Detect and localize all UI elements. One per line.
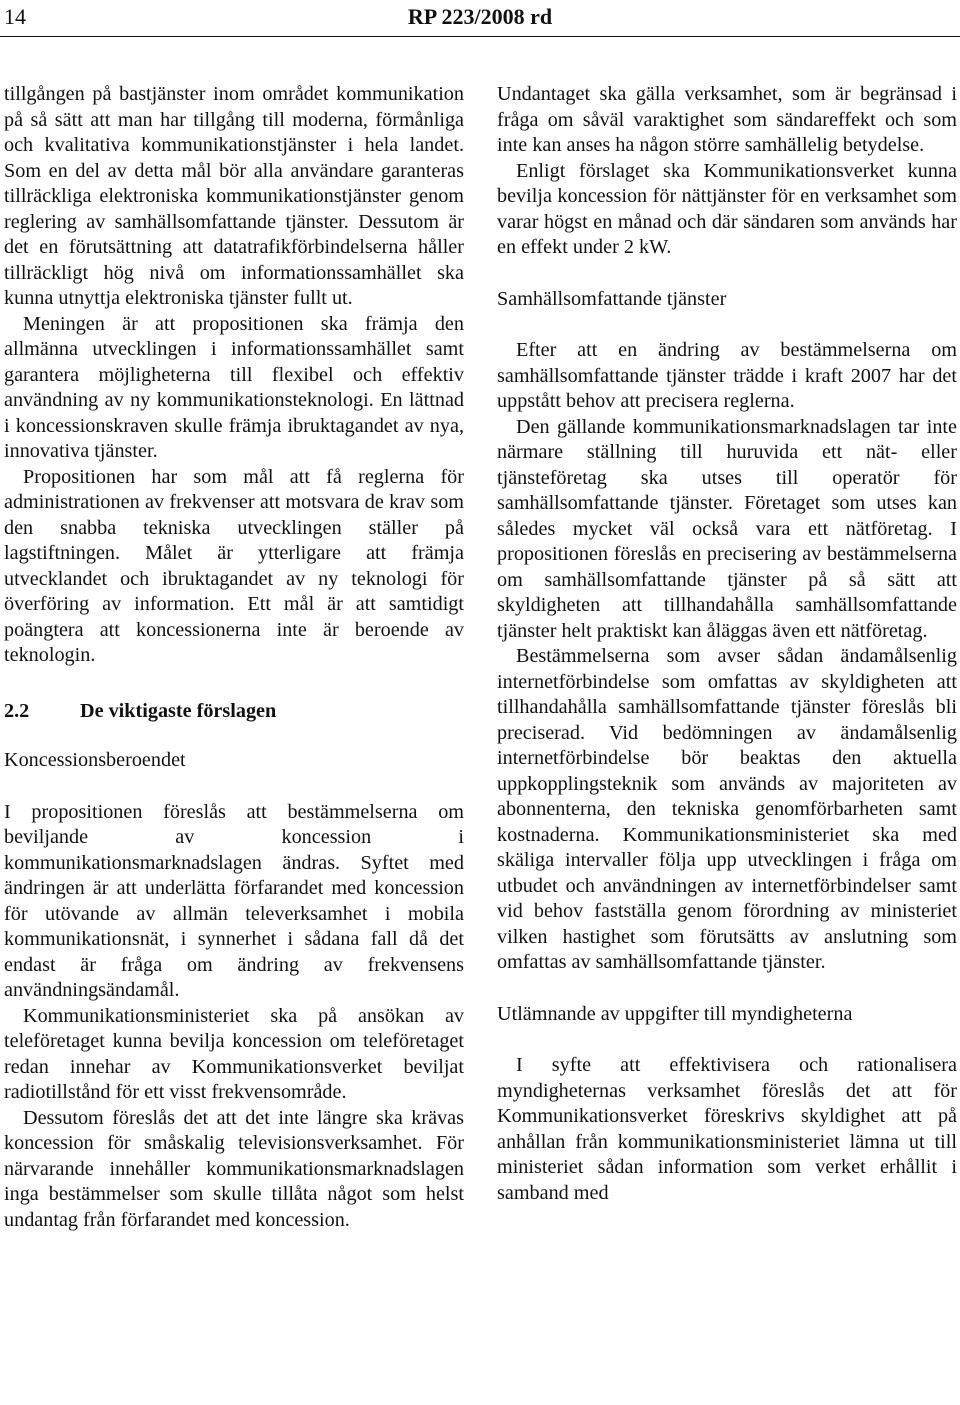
paragraph: I syfte att effektivisera och rationalisera myndigheternas verksamhet föreslås det att för Kommunikationsverket föreskrivs skyldighet att på anhållan från kommunikationsministeriet lämna ut till ministeriet sådan information som verket erhållit i samband med	[497, 1054, 957, 1204]
spacer	[4, 774, 464, 800]
header-rule	[0, 36, 960, 37]
spacer	[497, 976, 957, 1002]
paragraph: I propositionen föreslås att bestämmelserna om beviljande av koncession i kommunikationsmarknadslagen ändras. Syftet med ändringen är att underlätta förfarandet med koncession för utövande av allmän televerksamhet i mobila kommunikationsnät, i synnerhet i sådana fall då det endast är fråga om ändring av frekvensens användningsändamål.	[4, 800, 464, 1001]
spacer	[497, 1027, 957, 1053]
document-id: RP 223/2008 rd	[407, 4, 553, 29]
paragraph: tillgången på bastjänster inom området kommunikation på så sätt att man har tillgång till moderna, förmånliga och kvalitativa kommunikationstjänster i hela landet. Som en del av detta mål bör alla användare garanteras tillräckliga elektroniska kommunikationstjänster genom reglering av samhällsomfattande tjänster. Dessutom är det en förutsättning att datatrafikförbindelserna håller tillräckligt hög nivå om informationssamhället ska kunna utnyttja elektroniska tjänster fullt ut.	[4, 83, 464, 309]
paragraph: Bestämmelserna som avser sådan ändamålsenlig internetförbindelse som omfattas av skyldigheten att tillhandahålla samhällsomfattande tjänster föreslås bli preciserad. Vid bedömningen av ändamålsenlig internetförbindelse bör beaktas den aktuella uppkopplingsteknik som används av majoriteten av abonnenterna, den tekniska genomförbarheten samt kostnaderna. Kommunikationsministeriet ska med skäliga intervaller följa upp utvecklingen i fråga om utbudet och användningen av internetförbindelser samt vid behov fastställa genom förordning av ministeriet vilken hastighet som förutsätts av anslutning som omfattas av samhällsomfattande tjänster.	[497, 645, 957, 973]
paragraph: Kommunikationsministeriet ska på ansökan av teleföretaget kunna bevilja koncession om teleföretaget redan innehar av Kommunikationsverket beviljat radiotillstånd för ett visst frekvensområde.	[4, 1004, 464, 1103]
spacer	[4, 724, 464, 748]
left-column	[4, 82, 464, 1233]
subheading: Koncessionsberoendet	[4, 749, 186, 771]
paragraph: Efter att en ändring av bestämmelserna om samhällsomfattande tjänster trädde i kraft 2007 har det uppstått behov att precisera reglerna.	[497, 339, 957, 412]
paragraph: Den gällande kommunikationsmarknadslagen tar inte närmare ställning till huruvida ett nät- eller tjänsteföretag ska utses till operatör för samhällsomfattande tjänster. Företaget som utses kan således mycket väl också vara ett nätföretag. I propositionen föreslås en precisering av bestämmelserna om samhällsomfattande tjänster på så sätt att skyldigheten att tillhandahålla samhällsomfattande tjänster helt praktiskt kan åläggas även ett nätföretag.	[497, 415, 957, 642]
page-header	[0, 0, 960, 42]
subheading: Utlämnande av uppgifter till myndigheterna	[497, 1002, 853, 1025]
subheading: Samhällsomfattande tjänster	[497, 287, 727, 310]
spacer	[4, 669, 464, 699]
paragraph: Enligt förslaget ska Kommunikationsverket kunna bevilja koncession för nättjänster för en verksamhet som varar högst en månad och där sändaren som används har en effekt under 2 kW.	[497, 159, 957, 258]
spacer	[497, 312, 957, 338]
paragraph: Undantaget ska gälla verksamhet, som är begränsad i fråga om såväl varaktighet som sändareffekt och som inte kan anses ha någon större samhällelig betydelse.	[497, 83, 957, 156]
paragraph: Dessutom föreslås det att det inte längre ska krävas koncession för småskalig televisionsverksamhet. För närvarande innehåller kommunikationsmarknadslagen inga bestämmelser som skulle tillåta något som helst undantag från förfarandet med koncession.	[4, 1106, 464, 1231]
section-heading	[4, 699, 464, 725]
paragraph: Meningen är att propositionen ska främja den allmänna utvecklingen i informationssamhället samt garantera möjligheterna till flexibel och effektiv användning av ny kommunikationsteknologi. En lättnad i koncessionskraven skulle främja ibruktagandet av nya, innovativa tjänster.	[4, 312, 464, 462]
spacer	[497, 261, 957, 287]
section-number: 2.2	[4, 699, 30, 722]
section-title: De viktigaste förslagen	[80, 699, 277, 722]
right-column	[497, 82, 957, 1206]
paragraph: Propositionen har som mål att få reglerna för administrationen av frekvenser att motsvara de krav som den snabba tekniska utvecklingen ställer på lagstiftningen. Målet är ytterligare att främja utvecklandet och ibruktagandet av ny teknologi för överföring av information. Ett mål är att samtidigt poängtera att koncessionerna inte är beroende av teknologin.	[4, 465, 464, 666]
page-number: 14	[4, 4, 26, 29]
